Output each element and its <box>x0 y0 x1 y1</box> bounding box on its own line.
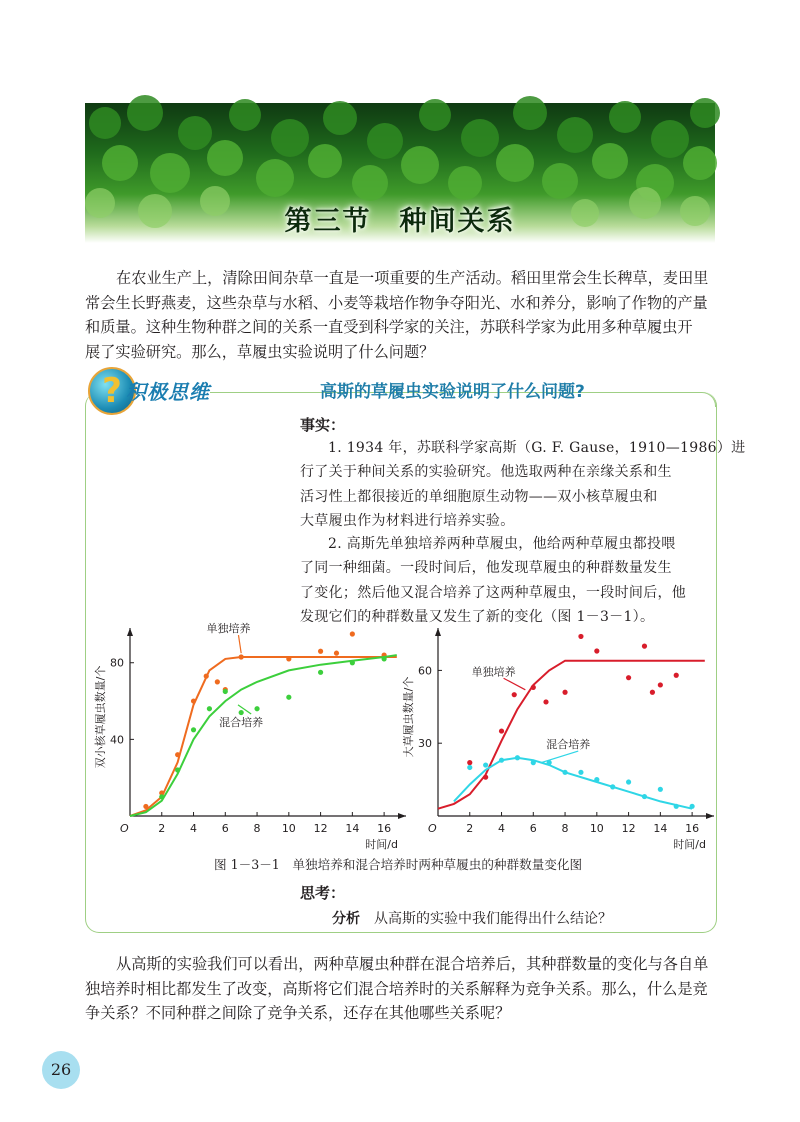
series-label: 单独培养 <box>471 665 516 679</box>
x-tick-label: 8 <box>253 822 261 835</box>
data-point <box>658 682 663 687</box>
x-tick-label: 14 <box>345 822 360 835</box>
text-line: 发现它们的种群数量又发生了新的变化（图 1－3－1）。 <box>300 608 655 625</box>
badge-label: 积极思维 <box>126 380 210 404</box>
text-line: 1. 1934 年，苏联科学家高斯（G. F. Gause，1910—1986）进 <box>328 440 746 456</box>
analysis-label: 分析 <box>332 911 360 927</box>
data-point <box>642 644 647 649</box>
text-line: 了变化；然后他又混合培养了这两种草履虫，一段时间后，他 <box>300 584 687 601</box>
data-point <box>191 698 196 703</box>
text-line: 2. 高斯先单独培养两种草履虫，他给两种草履虫都投喂 <box>328 536 676 552</box>
fact-1 <box>300 436 746 533</box>
series-line <box>438 661 705 809</box>
origin-label: O <box>428 822 437 835</box>
y-tick-label: 40 <box>110 733 124 747</box>
data-point <box>350 660 355 665</box>
data-point <box>223 689 228 694</box>
data-point <box>531 760 536 765</box>
series-label: 混合培养 <box>219 715 264 729</box>
data-point <box>350 631 355 636</box>
x-axis-arrow <box>706 813 714 819</box>
text-line-content: 从高斯的实验我们可以看出，两种草履虫种群在混合培养后，其种群数量的变化与各自单 <box>116 955 709 973</box>
data-point <box>578 634 583 639</box>
series-label-pointer <box>238 635 241 653</box>
data-point <box>658 787 663 792</box>
data-point <box>594 648 599 653</box>
text-line: 争关系？不同种群之间除了竞争关系，还存在其他哪些关系呢？ <box>85 1004 511 1022</box>
y-axis-arrow <box>127 628 133 636</box>
x-axis-label: 时间/d <box>365 838 398 851</box>
chart-caudatum <box>400 630 720 850</box>
data-point <box>239 654 244 659</box>
y-axis-label: 双小核草履虫数量/个 <box>94 665 107 769</box>
data-point <box>215 679 220 684</box>
data-point <box>191 727 196 732</box>
x-tick-label: 8 <box>561 822 569 835</box>
text-line: 常会生长野燕麦，这些杂草与水稻、小麦等栽培作物争夺阳光、水和养分，影响了作物的产量 <box>85 293 708 312</box>
y-tick-label: 30 <box>418 737 432 751</box>
data-point <box>483 762 488 767</box>
x-tick-label: 16 <box>377 822 392 835</box>
data-point <box>286 656 291 661</box>
analysis-text: 从高斯的实验中我们能得出什么结论？ <box>374 911 612 927</box>
intro-paragraph <box>85 266 721 364</box>
figure-caption: 图 1－3－1 单独培养和混合培养时两种草履虫的种群数量变化图 <box>214 857 583 872</box>
chart-aurelia <box>92 622 412 851</box>
data-point <box>318 649 323 654</box>
text-line: 大草履虫作为材料进行培养实验。 <box>300 512 515 529</box>
text-line: 了同一种细菌。一段时间后，他发现草履虫的种群数量发生 <box>300 560 672 577</box>
x-tick-label: 12 <box>313 822 328 835</box>
text-line: 展了实验研究。那么，草履虫实验说明了什么问题？ <box>85 342 435 361</box>
text-line-content: 在农业生产上，清除田间杂草一直是一项重要的生产活动。稻田里常会生长稗草，麦田里 <box>116 269 709 287</box>
page-number: 26 <box>42 1051 80 1089</box>
data-point <box>467 760 472 765</box>
data-point <box>159 794 164 799</box>
data-point <box>499 728 504 733</box>
section-title: 种间关系 <box>399 206 516 237</box>
data-point <box>467 765 472 770</box>
series-label: 单独培养 <box>206 622 251 636</box>
data-point <box>254 706 259 711</box>
data-point <box>674 673 679 678</box>
data-point <box>650 690 655 695</box>
x-axis-label: 时间/d <box>673 838 706 851</box>
y-axis-label: 大草履虫数量/个 <box>402 676 415 758</box>
data-point <box>207 706 212 711</box>
series-label-pointer <box>504 678 526 690</box>
data-point <box>626 779 631 784</box>
data-point <box>175 752 180 757</box>
y-tick-label: 60 <box>418 664 432 678</box>
data-point <box>239 710 244 715</box>
data-point <box>562 690 567 695</box>
analysis-question <box>332 908 612 928</box>
x-tick-label: 2 <box>466 822 474 835</box>
facts-heading: 事实： <box>300 416 346 434</box>
chapter-title <box>85 199 715 238</box>
series-line <box>130 657 397 816</box>
series-label: 混合培养 <box>546 738 591 752</box>
data-point <box>562 770 567 775</box>
fact-2 <box>300 532 708 629</box>
question-mark-icon: ? <box>88 367 136 415</box>
chapter-banner <box>85 103 715 243</box>
thinking-heading: 思考： <box>300 884 346 902</box>
data-point <box>286 695 291 700</box>
x-tick-label: 10 <box>589 822 604 835</box>
x-tick-label: 4 <box>190 822 198 835</box>
data-point <box>318 670 323 675</box>
text-line <box>85 266 721 291</box>
text-line: 行了关于种间关系的实验研究。他选取两种在亲缘关系和生 <box>300 464 672 481</box>
data-point <box>610 784 615 789</box>
text-line <box>85 952 721 977</box>
x-tick-label: 6 <box>529 822 537 835</box>
data-point <box>175 767 180 772</box>
y-axis-arrow <box>435 628 441 636</box>
data-point <box>512 692 517 697</box>
data-point <box>626 675 631 680</box>
origin-label: O <box>120 822 129 835</box>
text-line: 和质量。这种生物种群之间的关系一直受到科学家的关注，苏联科学家为此用多种草履虫开 <box>85 318 693 336</box>
conclusion-paragraph <box>85 952 721 1026</box>
section-question: 高斯的草履虫实验说明了什么问题? <box>320 382 585 402</box>
section-number: 第三节 <box>284 206 372 237</box>
data-point <box>578 770 583 775</box>
data-point <box>382 656 387 661</box>
data-point <box>531 685 536 690</box>
text-line: 活习性上都很接近的单细胞原生动物——双小核草履虫和 <box>300 488 658 505</box>
data-point <box>543 699 548 704</box>
x-tick-label: 12 <box>621 822 636 835</box>
data-point <box>483 775 488 780</box>
series-line <box>130 655 397 816</box>
data-point <box>499 758 504 763</box>
x-tick-label: 2 <box>158 822 166 835</box>
y-tick-label: 80 <box>110 656 124 670</box>
x-tick-label: 14 <box>653 822 668 835</box>
data-point <box>334 651 339 656</box>
x-tick-label: 6 <box>221 822 229 835</box>
data-point <box>674 804 679 809</box>
series-label-pointer <box>541 751 578 763</box>
data-point <box>594 777 599 782</box>
x-tick-label: 16 <box>685 822 700 835</box>
data-point <box>143 804 148 809</box>
data-point <box>642 794 647 799</box>
data-point <box>204 674 209 679</box>
text-line: 独培养时相比都发生了改变，高斯将它们混合培养时的关系解释为竞争关系。那么，什么是竞 <box>85 979 708 998</box>
data-point <box>515 755 520 760</box>
data-point <box>690 804 695 809</box>
x-tick-label: 10 <box>281 822 296 835</box>
x-tick-label: 4 <box>498 822 506 835</box>
